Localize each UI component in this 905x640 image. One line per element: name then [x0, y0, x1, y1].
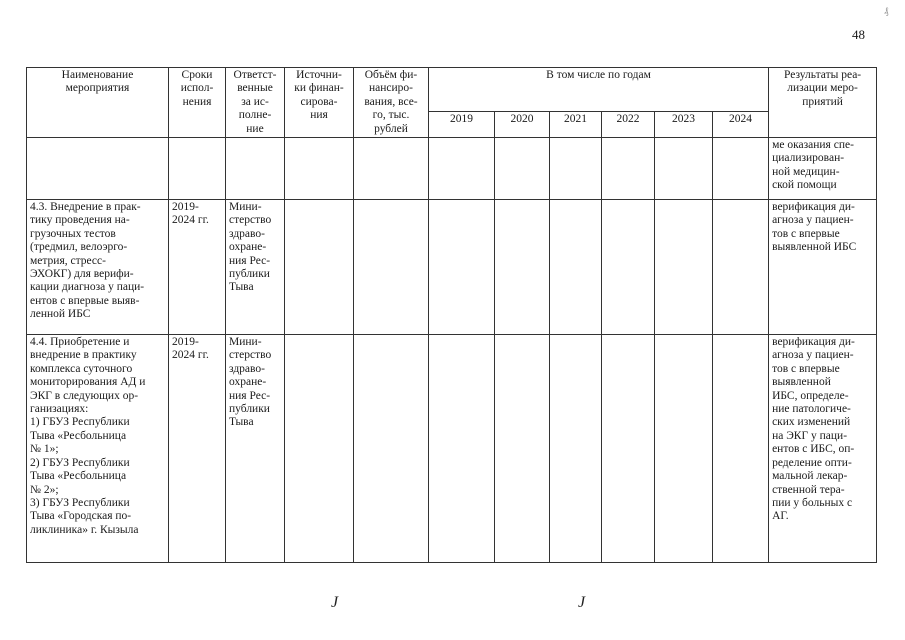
cell-results: верификация ди- агноза у пациен- тов с впервые выявленной ИБС: [769, 200, 877, 335]
header-volume: Объём фи- нансиро- вания, все- го, тыс. рублей: [354, 68, 429, 138]
cell-year: [429, 200, 495, 335]
header-year-2024: 2024: [713, 112, 769, 138]
cell-year: [550, 138, 602, 200]
header-year-2022: 2022: [602, 112, 655, 138]
cell-year: [602, 335, 655, 563]
cell-name: 4.3. Внедрение в прак- тику проведения на- грузочных тестов (тредмил, велоэрго- метрия, стресс- ЭХОКГ) для верифи- кации диагноза у паци- ентов с впервые выяв- ленной ИБС: [27, 200, 169, 335]
cell-year: [550, 335, 602, 563]
cell-year: [429, 335, 495, 563]
cell-results: ме оказания спе- циализирован- ной медицин- ской помощи: [769, 138, 877, 200]
table-row: [27, 335, 877, 563]
table-row: [27, 200, 877, 335]
cell-year: [602, 200, 655, 335]
cell-responsible: Мини- стерство здраво- охране- ния Рес- публики Тыва: [226, 335, 285, 563]
header-year-2021: 2021: [550, 112, 602, 138]
cell-sources: [285, 200, 354, 335]
cell-year: [602, 138, 655, 200]
cell-terms: 2019- 2024 гг.: [169, 200, 226, 335]
cell-name: [27, 138, 169, 200]
cell-volume: [354, 335, 429, 563]
cell-year: [495, 335, 550, 563]
cell-year: [495, 200, 550, 335]
page-number: 48: [852, 27, 865, 42]
header-name: Наименование мероприятия: [27, 68, 169, 138]
cell-year: [713, 335, 769, 563]
cell-terms: [169, 138, 226, 200]
cell-year: [655, 335, 713, 563]
cell-year: [655, 138, 713, 200]
cell-year: [655, 200, 713, 335]
cell-volume: [354, 200, 429, 335]
cell-year: [550, 200, 602, 335]
margin-mark-right: J: [578, 594, 586, 611]
header-year-2019: 2019: [429, 112, 495, 138]
header-responsible: Ответст- венные за ис- полне- ние: [226, 68, 285, 138]
cell-responsible: [226, 138, 285, 200]
cell-sources: [285, 138, 354, 200]
header-year-2023: 2023: [655, 112, 713, 138]
header-by-years: В том числе по годам: [429, 68, 769, 112]
header-sources: Источни- ки финан- сирова- ния: [285, 68, 354, 138]
margin-mark-left: J: [331, 594, 339, 611]
cell-sources: [285, 335, 354, 563]
header-terms: Сроки испол- нения: [169, 68, 226, 138]
cell-year: [429, 138, 495, 200]
cell-terms: 2019- 2024 гг.: [169, 335, 226, 563]
cell-responsible: Мини- стерство здраво- охране- ния Рес- публики Тыва: [226, 200, 285, 335]
cell-year: [713, 138, 769, 200]
header-year-2020: 2020: [495, 112, 550, 138]
cell-name: 4.4. Приобретение и внедрение в практику комплекса суточного мониторирования АД и ЭКГ в следующих ор- ганизациях: 1) ГБУЗ Республики Тыва «Ресбольница № 1»; 2) ГБУЗ Республики Тыва «Ресбольница № 2»; 3) ГБУЗ Республики Тыва «Городская по- ликлиника» г. Кызыла: [27, 335, 169, 563]
header-results: Результаты реа- лизации меро- приятий: [769, 68, 877, 138]
cell-year: [495, 138, 550, 200]
cell-volume: [354, 138, 429, 200]
action-plan-table: [26, 67, 877, 563]
cell-year: [713, 200, 769, 335]
corner-mark: ₰: [884, 6, 889, 16]
table-row: [27, 138, 877, 200]
cell-results: верификация ди- агноза у пациен- тов с впервые выявленной ИБС, определе- ние патологиче- ских изменений на ЭКГ у паци- ентов с ИБС, оп- ределение опти- мальной лекар- ственной тера- пии у больных с АГ.: [769, 335, 877, 563]
